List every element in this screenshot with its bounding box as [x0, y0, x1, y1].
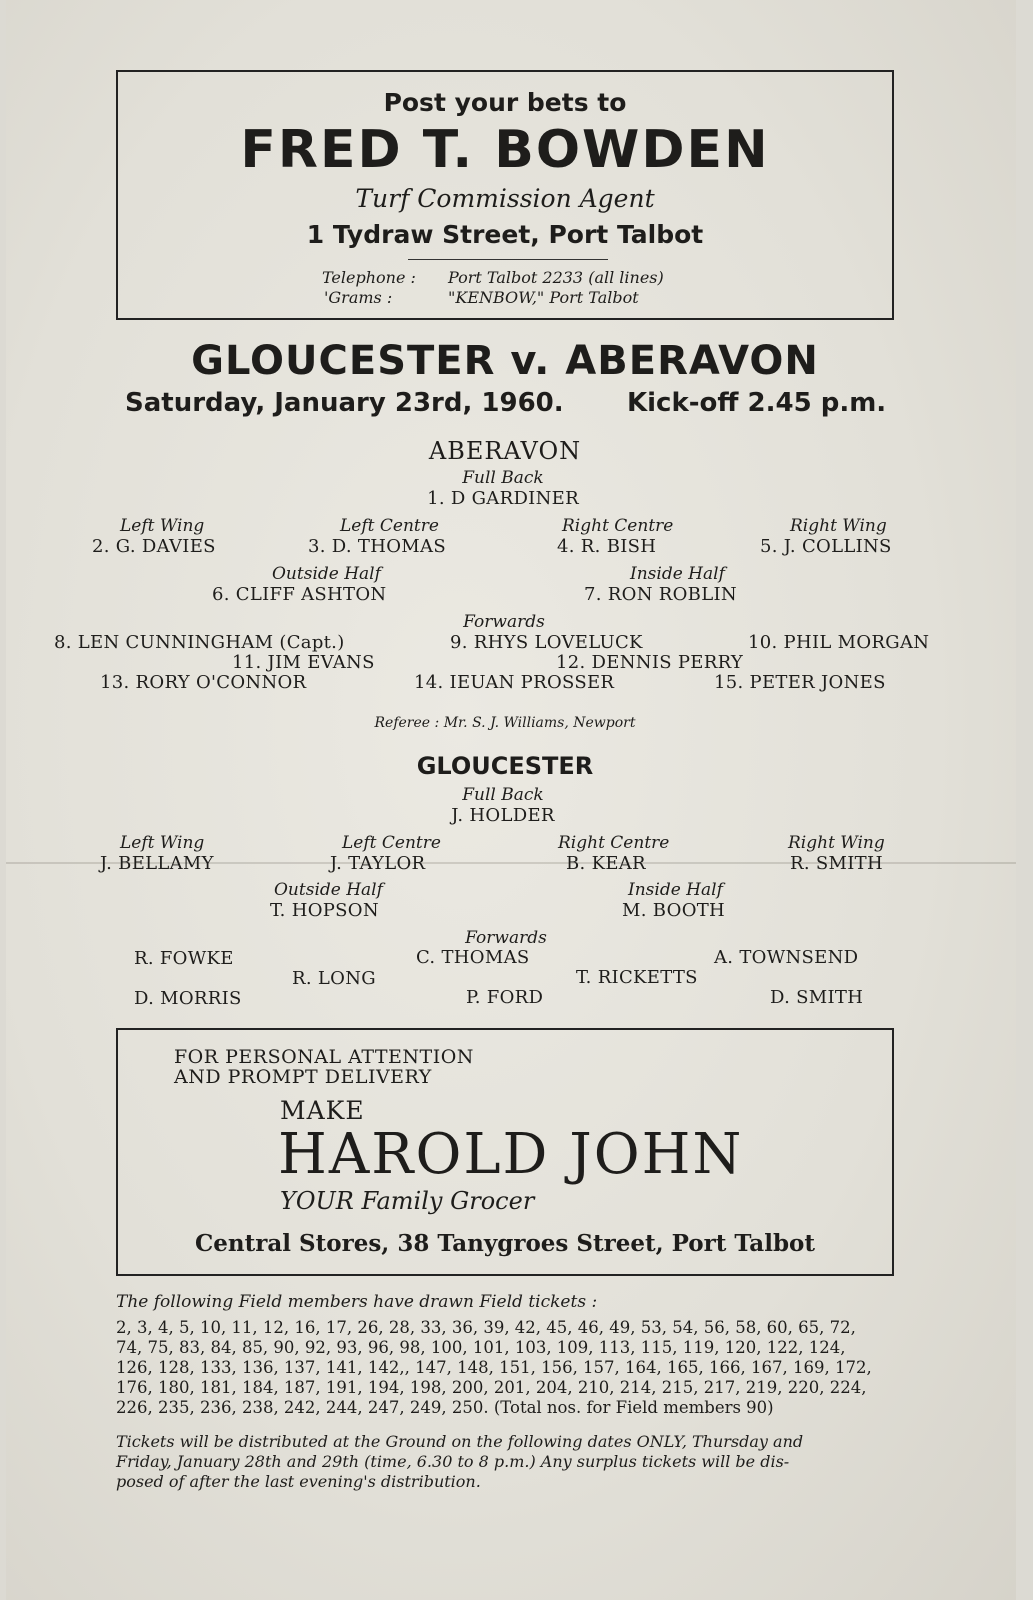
tickets-numbers-line: 126, 128, 133, 136, 137, 141, 142,, 147, 148, 151, 156, 157, 164, 165, 166, 167, 169, 172,	[116, 1358, 872, 1377]
bookmaker-address: 1 Tydraw Street, Port Talbot	[306, 220, 704, 249]
gloucester-outside-half: T. HOPSON	[270, 900, 379, 921]
grocer-name: HAROLD JOHN	[278, 1122, 744, 1187]
telephone-value: Port Talbot 2233 (all lines)	[448, 268, 664, 287]
aberavon-forward-9: 9. RHYS LOVELUCK	[450, 632, 643, 653]
grocer-ad	[116, 1028, 894, 1276]
tickets-notice	[116, 1432, 803, 1492]
aberavon-inside-half: 7. RON ROBLIN	[584, 584, 737, 605]
aberavon-right-wing: 5. J. COLLINS	[760, 536, 892, 557]
bookmaker-ad	[116, 70, 894, 320]
telephone-label: Telephone :	[322, 268, 416, 287]
gloucester-left-centre: J. TAYLOR	[330, 853, 426, 874]
aberavon-full-back: 1. D GARDINER	[427, 488, 579, 509]
gloucester-right-wing-label: Right Wing	[788, 833, 885, 853]
gloucester-team-name: GLOUCESTER	[416, 752, 594, 780]
gloucester-inside-half: M. BOOTH	[622, 900, 726, 921]
aberavon-forward-13: 13. RORY O'CONNOR	[100, 672, 307, 693]
aberavon-full-back-label: Full Back	[462, 468, 544, 488]
aberavon-right-centre-label: Right Centre	[562, 516, 674, 536]
aberavon-forward-14: 14. IEUAN PROSSER	[414, 672, 615, 693]
gloucester-left-wing-label: Left Wing	[120, 833, 205, 853]
address-rule	[408, 259, 608, 260]
gloucester-forward-long: R. LONG	[292, 968, 376, 989]
tickets-intro: The following Field members have drawn Field tickets :	[116, 1292, 598, 1312]
grocer-line-2: AND PROMPT DELIVERY	[174, 1066, 432, 1088]
gloucester-forward-fowke: R. FOWKE	[134, 948, 234, 969]
tickets-notice-line: Tickets will be distributed at the Ground on the following dates ONLY, Thursday and	[116, 1432, 804, 1451]
aberavon-forward-11: 11. JIM EVANS	[232, 652, 375, 673]
aberavon-left-wing: 2. G. DAVIES	[92, 536, 216, 557]
gloucester-forwards-label: Forwards	[465, 928, 547, 948]
gloucester-full-back: J. HOLDER	[451, 805, 555, 826]
grams-value: "KENBOW," Port Talbot	[448, 288, 639, 307]
gloucester-right-centre: B. KEAR	[566, 853, 646, 874]
gloucester-inside-half-label: Inside Half	[628, 880, 723, 900]
aberavon-left-wing-label: Left Wing	[120, 516, 205, 536]
gloucester-full-back-label: Full Back	[462, 785, 544, 805]
tickets-numbers	[116, 1318, 872, 1418]
bookmaker-name: FRED T. BOWDEN	[240, 120, 770, 180]
referee: Referee : Mr. S. J. Williams, Newport	[374, 715, 636, 731]
tickets-notice-line: Friday, January 28th and 29th (time, 6.30 to 8 p.m.) Any surplus tickets will be dis-	[116, 1452, 790, 1471]
gloucester-left-centre-label: Left Centre	[342, 833, 441, 853]
match-date: Saturday, January 23rd, 1960.	[125, 388, 564, 418]
tickets-numbers-line: 226, 235, 236, 238, 242, 244, 247, 249, 250. (Total nos. for Field members 90)	[116, 1398, 774, 1417]
gloucester-forward-c-thomas: C. THOMAS	[416, 947, 530, 968]
tickets-numbers-line: 74, 75, 83, 84, 85, 90, 92, 93, 96, 98, 100, 101, 103, 109, 113, 115, 119, 120, 122, 124,	[116, 1338, 846, 1357]
tickets-numbers-line: 2, 3, 4, 5, 10, 11, 12, 16, 17, 26, 28, 33, 36, 39, 42, 45, 46, 49, 53, 54, 56, 58, 60, 65, 72,	[116, 1318, 856, 1337]
aberavon-team-name: ABERAVON	[428, 437, 582, 465]
aberavon-outside-half: 6. CLIFF ASHTON	[212, 584, 387, 605]
bookmaker-role: Turf Commission Agent	[355, 184, 655, 213]
grocer-address: Central Stores, 38 Tanygroes Street, Port Talbot	[194, 1230, 815, 1257]
aberavon-forward-10: 10. PHIL MORGAN	[748, 632, 930, 653]
gloucester-forward-townsend: A. TOWNSEND	[714, 947, 859, 968]
aberavon-forward-8: 8. LEN CUNNINGHAM (Capt.)	[54, 632, 345, 653]
grocer-line-1: FOR PERSONAL ATTENTION	[174, 1046, 474, 1068]
aberavon-left-centre-label: Left Centre	[340, 516, 439, 536]
aberavon-forward-15: 15. PETER JONES	[714, 672, 886, 693]
match-kickoff: Kick-off 2.45 p.m.	[627, 388, 887, 418]
match-title: GLOUCESTER v. ABERAVON	[191, 338, 819, 384]
aberavon-inside-half-label: Inside Half	[630, 564, 725, 584]
gloucester-forward-morris: D. MORRIS	[134, 988, 242, 1009]
grams-label: 'Grams :	[324, 288, 393, 307]
gloucester-forward-ford: P. FORD	[466, 987, 544, 1008]
aberavon-forward-12: 12. DENNIS PERRY	[556, 652, 744, 673]
gloucester-left-wing: J. BELLAMY	[100, 853, 214, 874]
gloucester-right-centre-label: Right Centre	[558, 833, 670, 853]
aberavon-right-centre: 4. R. BISH	[557, 536, 657, 557]
tickets-numbers-line: 176, 180, 181, 184, 187, 191, 194, 198, 200, 201, 204, 210, 214, 215, 217, 219, 220, 224,	[116, 1378, 867, 1397]
tickets-notice-line: posed of after the last evening's distribution.	[116, 1472, 481, 1491]
aberavon-outside-half-label: Outside Half	[272, 564, 381, 584]
aberavon-right-wing-label: Right Wing	[790, 516, 887, 536]
gloucester-right-wing: R. SMITH	[790, 853, 883, 874]
aberavon-left-centre: 3. D. THOMAS	[308, 536, 446, 557]
gloucester-outside-half-label: Outside Half	[274, 880, 383, 900]
gloucester-forward-d-smith: D. SMITH	[770, 987, 864, 1008]
grocer-tagline: YOUR Family Grocer	[280, 1187, 535, 1215]
bookmaker-intro: Post your bets to	[383, 88, 627, 117]
grocer-make: MAKE	[280, 1096, 365, 1125]
gloucester-forward-ricketts: T. RICKETTS	[576, 967, 698, 988]
aberavon-forwards-label: Forwards	[463, 612, 545, 632]
